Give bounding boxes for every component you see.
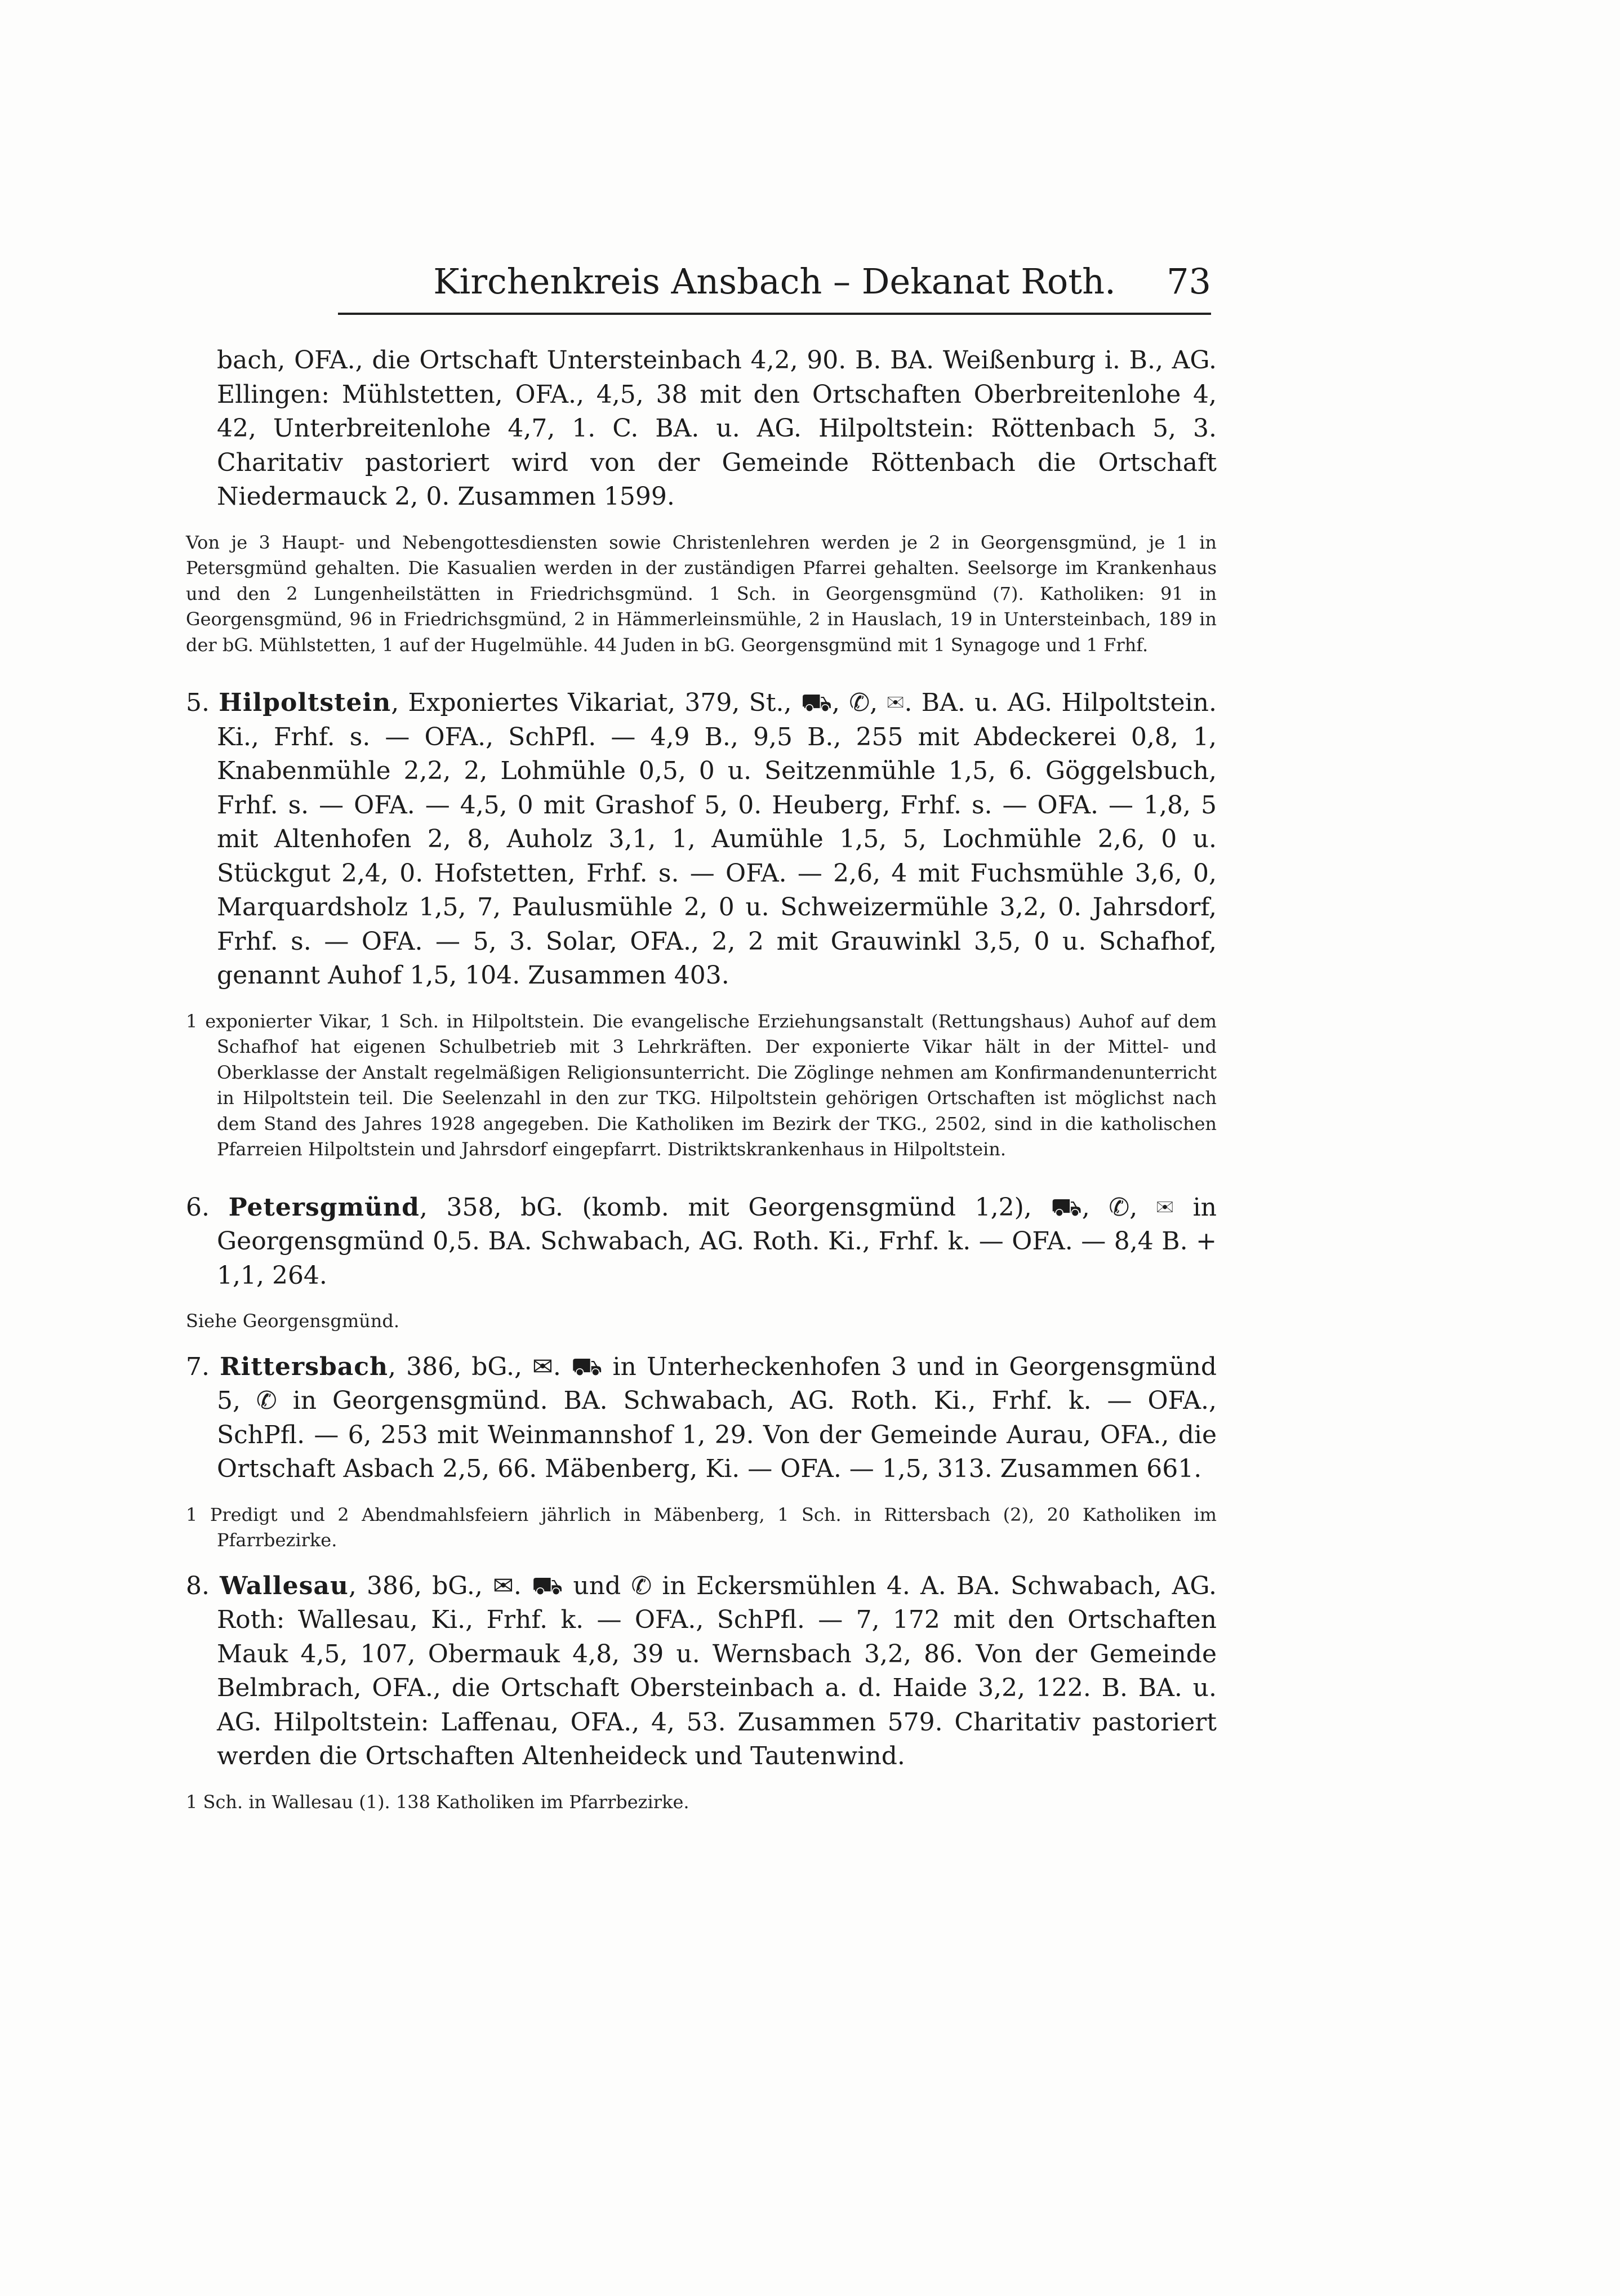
parish-name: Petersgmünd bbox=[228, 1193, 420, 1222]
footnote bbox=[186, 1309, 1217, 1334]
entry-number: 7. bbox=[186, 1352, 210, 1381]
spacer bbox=[186, 1774, 1217, 1790]
entry-number: 8. bbox=[186, 1571, 210, 1600]
footnote-text: 1 Predigt und 2 Abendmahlsfeiern jährlich in Mäbenberg, 1 Sch. in Rittersbach (2), 20 Katholiken im Pfarrbezirke. bbox=[186, 1503, 1217, 1551]
footnote-text: Von je 3 Haupt- und Nebengottesdiensten sowie Christenlehren werden je 2 in Georgensgmünd, je 1 in Petersgmünd gehalten. Die Kasualien werden in der zuständigen Pfarrei gehalten. Seelsorge im Krankenhaus und den 2 Lungenheilstätten in Friedrichsgmünd. 1 Sch. in Georgensgmünd (7). Katholiken: 91 in Georgensgmünd, 96 in Friedrichsgmünd, 2 in Hämmerleinsmühle, 2 in Hauslach, 19 in Untersteinbach, 189 in der bG. Mühlstetten, 1 auf der Hugelmühle. 44 Juden in bG. Georgensgmünd mit 1 Synagoge und 1 Frhf. bbox=[186, 531, 1217, 656]
spacer bbox=[186, 658, 1217, 686]
entry-number: 6. bbox=[186, 1193, 210, 1222]
page-number: 73 bbox=[1167, 261, 1211, 302]
spacer bbox=[186, 1163, 1217, 1191]
spacer bbox=[186, 1334, 1217, 1350]
footnote bbox=[186, 1502, 1217, 1554]
entry-number: 5. bbox=[186, 688, 210, 717]
continued-entry bbox=[186, 344, 1217, 514]
entry-text: , 386, bG., ✉. ⛟ und ✆ in Eckersmühlen 4. A. BA. Schwabach, AG. Roth: Wallesau, Ki., Frhf. k. — OFA., SchPfl. — 7, 172 mit den Ortschaften Mauk 4,5, 107, Obermauk 4,8, 39 u. Wernsbach 3,2, 86. Von der Gemeinde Belmbrach, OFA., die Ortschaft Obersteinbach a. d. Haide 3,2, 122. B. BA. u. AG. Hilpoltstein: Laffenau, OFA., 4, 53. Zusammen 579. Charitativ pastoriert werden die Ortschaften Altenheideck und Tautenwind. bbox=[217, 1571, 1217, 1770]
parish-name: Hilpoltstein bbox=[219, 688, 391, 717]
parish-name: Wallesau bbox=[220, 1571, 349, 1600]
running-header bbox=[338, 253, 1211, 310]
page-body bbox=[186, 344, 1217, 1815]
footnote bbox=[186, 1009, 1217, 1163]
entry-text: , 386, bG., ✉. ⛟ in Unterheckenhofen 3 und in Georgensgmünd 5, ✆ in Georgensgmünd. BA. Schwabach, AG. Roth. Ki., Frhf. k. — OFA., SchPfl. — 6, 253 mit Weinmannshof 1, 29. Von der Gemeinde Aurau, OFA., die Ortschaft Asbach 2,5, 66. Mäbenberg, Ki. — OFA. — 1,5, 313. Zusammen 661. bbox=[217, 1352, 1217, 1483]
spacer bbox=[186, 1554, 1217, 1569]
entry-text: , 358, bG. (komb. mit Georgensgmünd 1,2), ⛟, ✆, ✉ in Georgensgmünd 0,5. BA. Schwabach, AG. Roth. Ki., Frhf. k. — OFA. — 8,4 B. + 1,1, 264. bbox=[217, 1193, 1217, 1290]
spacer bbox=[186, 1293, 1217, 1309]
footnote-text: 1 exponierter Vikar, 1 Sch. in Hilpoltstein. Die evangelische Erziehungsanstalt (Rettungshaus) Auhof auf dem Schafhof hat eigenen Schulbetrieb mit 3 Lehrkräften. Der exponierte Vikar hält in der Mittel- und Oberklasse der Anstalt regelmäßigen Religionsunterricht. Die Zöglinge nehmen am Konfirmandenunterricht in Hilpoltstein teil. Die Seelenzahl in den zur TKG. Hilpoltstein gehörigen Ortschaften ist möglichst nach dem Stand des Jahres 1928 angegeben. Die Katholiken im Bezirk der TKG., 2502, sind in die katholischen Pfarreien Hilpoltstein und Jahrsdorf eingepfarrt. Distriktskrankenhaus in Hilpoltstein. bbox=[186, 1010, 1217, 1160]
footnote-text: 1 Sch. in Wallesau (1). 138 Katholiken im Pfarrbezirke. bbox=[186, 1791, 689, 1813]
parish-name: Rittersbach bbox=[220, 1352, 389, 1381]
entry-text: bach, OFA., die Ortschaft Untersteinbach 4,2, 90. B. BA. Weißenburg i. B., AG. Ellingen: Mühlstetten, OFA., 4,5, 38 mit den Ortschaften Oberbreitenlohe 4, 42, Unterbreitenlohe 4,7, 1. C. BA. u. AG. Hilpoltstein: Röttenbach 5, 3. Charitativ pastoriert wird von der Gemeinde Röttenbach die Ortschaft Niedermauck 2, 0. Zusammen 1599. bbox=[217, 346, 1217, 511]
footnote bbox=[186, 530, 1217, 658]
parish-entry-hilpoltstein bbox=[186, 686, 1217, 993]
spacer bbox=[186, 1487, 1217, 1502]
running-title: Kirchenkreis Ansbach – Dekanat Roth. bbox=[433, 261, 1116, 302]
header-rule bbox=[338, 313, 1211, 315]
footnote-text: Siehe Georgensgmünd. bbox=[186, 1310, 400, 1332]
spacer bbox=[186, 514, 1217, 530]
footnote bbox=[186, 1790, 1217, 1816]
parish-entry-rittersbach bbox=[186, 1350, 1217, 1487]
spacer bbox=[186, 993, 1217, 1009]
parish-entry-petersgmuend bbox=[186, 1191, 1217, 1293]
parish-entry-wallesau bbox=[186, 1569, 1217, 1774]
entry-text: , Exponiertes Vikariat, 379, St., ⛟, ✆, ✉. BA. u. AG. Hilpoltstein. Ki., Frhf. s. — OFA., SchPfl. — 4,9 B., 9,5 B., 255 mit Abdeckerei 0,8, 1, Knabenmühle 2,2, 2, Lohmühle 0,5, 0 u. Seitzenmühle 1,5, 6. Göggelsbuch, Frhf. s. — OFA. — 4,5, 0 mit Grashof 5, 0. Heuberg, Frhf. s. — OFA. — 1,8, 5 mit Altenhofen 2, 8, Auholz 3,1, 1, Aumühle 1,5, 5, Lochmühle 2,6, 0 u. Stückgut 2,4, 0. Hofstetten, Frhf. s. — OFA. — 2,6, 4 mit Fuchsmühle 3,6, 0, Marquardsholz 1,5, 7, Paulusmühle 2, 0 u. Schweizermühle 3,2, 0. Jahrsdorf, Frhf. s. — OFA. — 5, 3. Solar, OFA., 2, 2 mit Grauwinkl 3,5, 0 u. Schafhof, genannt Auhof 1,5, 104. Zusammen 403. bbox=[217, 688, 1217, 990]
